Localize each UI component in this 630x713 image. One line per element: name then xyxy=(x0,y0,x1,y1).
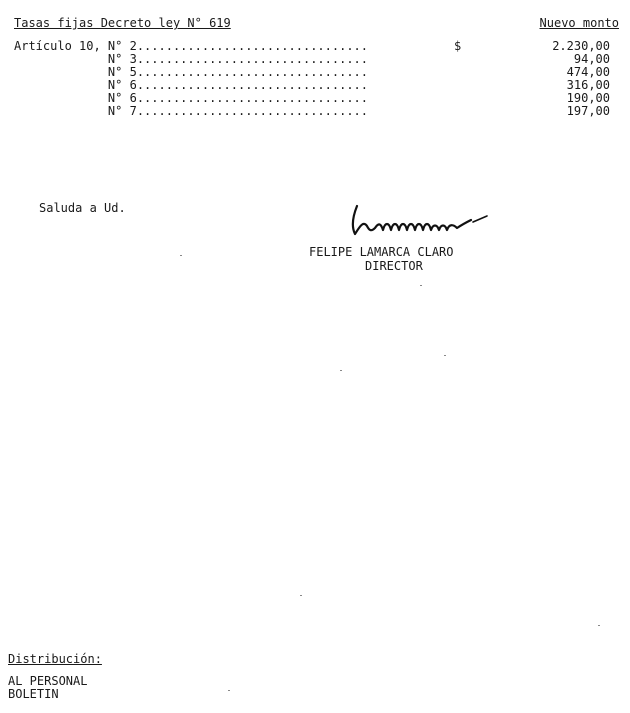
row-amount: 197,00 xyxy=(566,104,610,118)
scan-speck xyxy=(180,255,182,256)
scan-speck xyxy=(420,285,422,286)
table-row xyxy=(14,92,610,104)
scan-speck xyxy=(228,690,230,691)
rates-table xyxy=(14,40,610,124)
signatory-name: FELIPE LAMARCA CLARO xyxy=(309,245,454,259)
handwritten-signature xyxy=(345,198,515,248)
row-label: N° 5................................ xyxy=(14,65,369,79)
scan-speck xyxy=(598,625,600,626)
scan-speck xyxy=(340,370,342,371)
table-row xyxy=(14,79,610,91)
row-amount: 316,00 xyxy=(566,78,610,92)
currency-symbol: $ xyxy=(454,39,462,53)
row-label: N° 7................................ xyxy=(14,104,369,118)
row-amount: 190,00 xyxy=(566,91,610,105)
row-amount: 474,00 xyxy=(566,65,610,79)
table-row xyxy=(14,40,610,52)
distribution-heading: Distribución: xyxy=(8,652,102,666)
row-label: N° 3................................ xyxy=(14,52,369,66)
distribution-recipient: AL PERSONAL xyxy=(8,674,88,688)
closing-greeting: Saluda a Ud. xyxy=(39,201,126,215)
signatory-title: DIRECTOR xyxy=(365,259,423,273)
row-amount: 2.230,00 xyxy=(552,39,610,53)
amount-column-heading: Nuevo monto xyxy=(539,16,619,30)
table-row xyxy=(14,66,610,78)
scan-speck xyxy=(300,595,302,596)
row-amount: 94,00 xyxy=(573,52,610,66)
row-label: N° 6................................ xyxy=(14,78,369,92)
distribution-recipient: BOLETIN xyxy=(8,687,59,701)
row-label: Artículo 10, N° 2................................ xyxy=(14,39,369,53)
table-row xyxy=(14,105,610,117)
table-title: Tasas fijas Decreto ley N° 619 xyxy=(14,16,231,30)
row-label: N° 6................................ xyxy=(14,91,369,105)
table-row xyxy=(14,53,610,65)
scan-speck xyxy=(444,355,446,356)
